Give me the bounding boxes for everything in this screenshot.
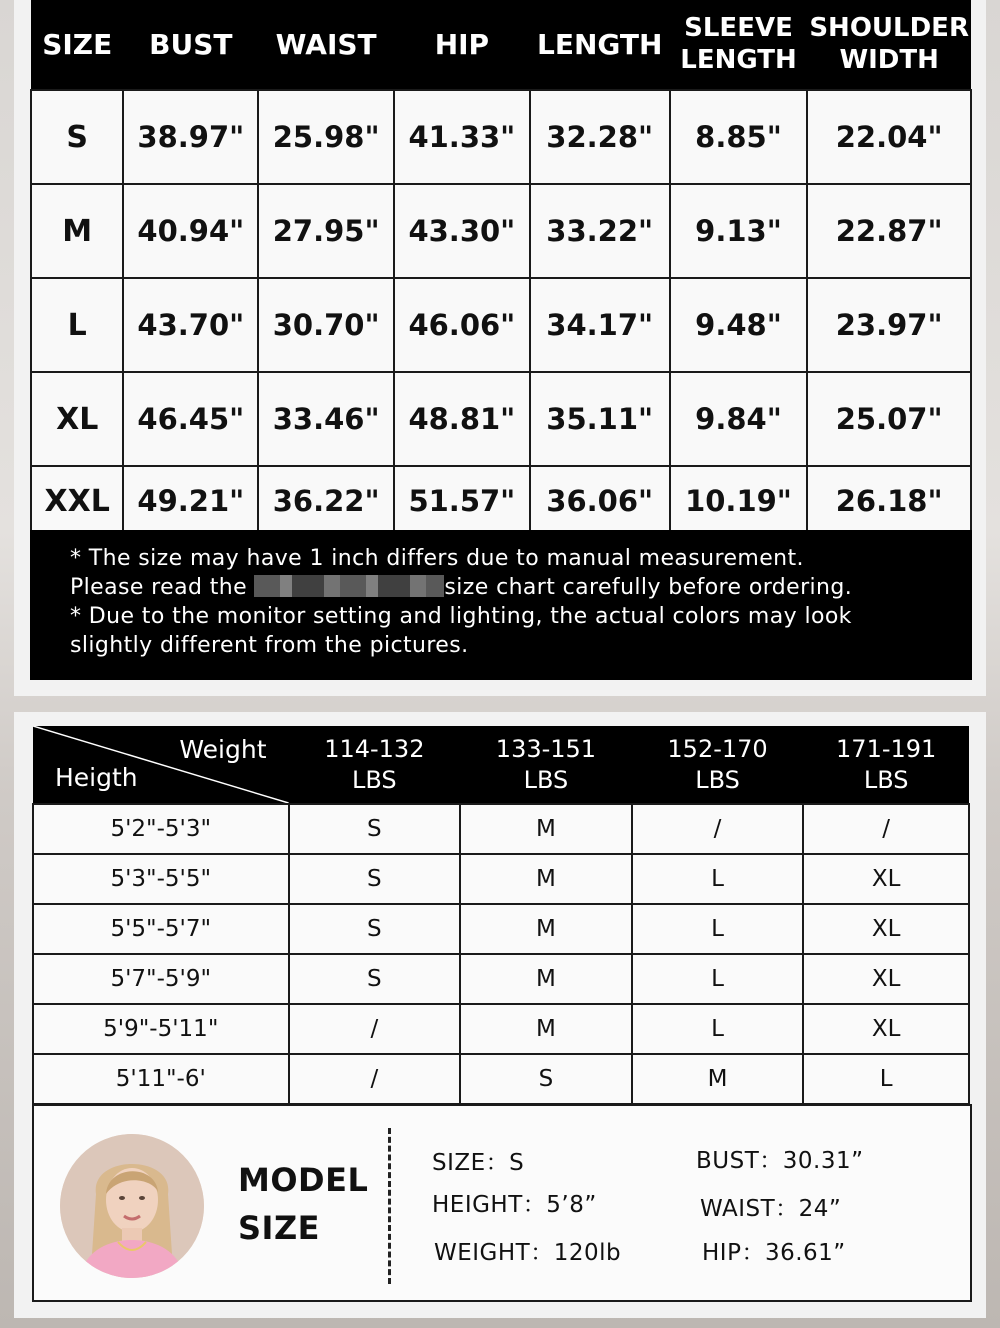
recommended-size: M bbox=[632, 1054, 804, 1104]
height-range: 5'7"-5'9" bbox=[33, 954, 289, 1004]
table-row bbox=[33, 804, 969, 854]
length-value: 32.28" bbox=[530, 90, 670, 184]
length-value: 36.06" bbox=[530, 466, 670, 536]
size-chart-table bbox=[30, 0, 972, 537]
length-value: 34.17" bbox=[530, 278, 670, 372]
sleeve-value: 9.48" bbox=[670, 278, 808, 372]
recommended-size: S bbox=[289, 854, 461, 904]
size-label: XL bbox=[31, 372, 123, 466]
recommended-size: / bbox=[632, 804, 804, 854]
header-bust: BUST bbox=[123, 0, 258, 90]
bust-value: 46.45" bbox=[123, 372, 258, 466]
recommended-size: M bbox=[460, 804, 632, 854]
bust-value: 38.97" bbox=[123, 90, 258, 184]
hip-value: 48.81" bbox=[394, 372, 530, 466]
model-portrait-image bbox=[60, 1134, 204, 1278]
waist-value: 33.46" bbox=[258, 372, 394, 466]
waist-value: 36.22" bbox=[258, 466, 394, 536]
size-label: L bbox=[31, 278, 123, 372]
height-range: 5'2"-5'3" bbox=[33, 804, 289, 854]
sleeve-value: 9.13" bbox=[670, 184, 808, 278]
dashed-divider bbox=[388, 1128, 391, 1284]
shoulder-value: 25.07" bbox=[807, 372, 971, 466]
header-shoulder-width bbox=[807, 0, 971, 90]
table-row bbox=[33, 904, 969, 954]
sleeve-value: 9.84" bbox=[670, 372, 808, 466]
weight-column-header bbox=[460, 726, 632, 804]
recommended-size: M bbox=[460, 954, 632, 1004]
waist-value: 27.95" bbox=[258, 184, 394, 278]
shoulder-value: 22.04" bbox=[807, 90, 971, 184]
model-waist-spec: WAIST：24” bbox=[700, 1196, 842, 1222]
bust-value: 49.21" bbox=[123, 466, 258, 536]
height-range: 5'11"-6' bbox=[33, 1054, 289, 1104]
shoulder-value: 22.87" bbox=[807, 184, 971, 278]
recommended-size: S bbox=[289, 804, 461, 854]
recommended-size: L bbox=[632, 854, 804, 904]
hip-value: 43.30" bbox=[394, 184, 530, 278]
weight-range: 152-170 bbox=[667, 734, 768, 763]
model-size-box bbox=[32, 1104, 972, 1302]
table-row bbox=[33, 954, 969, 1004]
height-weight-table bbox=[32, 726, 970, 1105]
recommended-size: XL bbox=[803, 854, 969, 904]
model-title-line2: SIZE bbox=[238, 1209, 321, 1247]
weight-range: 114-132 bbox=[324, 734, 425, 763]
table-row bbox=[33, 1004, 969, 1054]
fit-chart-panel bbox=[14, 712, 986, 1318]
weight-unit: LBS bbox=[695, 765, 740, 794]
header-sleeve-length bbox=[670, 0, 808, 90]
height-axis-label: Heigth bbox=[55, 763, 138, 792]
recommended-size: M bbox=[460, 1004, 632, 1054]
waist-value: 30.70" bbox=[258, 278, 394, 372]
recommended-size: M bbox=[460, 904, 632, 954]
height-range: 5'5"-5'7" bbox=[33, 904, 289, 954]
size-chart-panel bbox=[14, 0, 986, 696]
recommended-size: L bbox=[632, 1004, 804, 1054]
hip-value: 41.33" bbox=[394, 90, 530, 184]
model-hip-spec: HIP：36.61” bbox=[702, 1240, 846, 1266]
waist-value: 25.98" bbox=[258, 90, 394, 184]
weight-axis-label: Weight bbox=[179, 735, 267, 764]
header-sleeve-line1: SLEEVE bbox=[684, 13, 793, 44]
corner-header bbox=[33, 726, 289, 804]
height-range: 5'9"-5'11" bbox=[33, 1004, 289, 1054]
recommended-size: L bbox=[632, 954, 804, 1004]
recommended-size: / bbox=[289, 1054, 461, 1104]
header-sleeve-line2: LENGTH bbox=[680, 44, 797, 75]
recommended-size: L bbox=[632, 904, 804, 954]
model-height-spec: HEIGHT：5’8” bbox=[432, 1192, 597, 1218]
hip-value: 46.06" bbox=[394, 278, 530, 372]
length-value: 35.11" bbox=[530, 372, 670, 466]
recommended-size: / bbox=[803, 804, 969, 854]
header-shoulder-line2: WIDTH bbox=[839, 44, 939, 75]
recommended-size: L bbox=[803, 1054, 969, 1104]
recommended-size: XL bbox=[803, 954, 969, 1004]
size-chart-header-row bbox=[31, 0, 971, 90]
fit-chart-header-row bbox=[33, 726, 969, 804]
model-weight-spec: WEIGHT：120lb bbox=[434, 1240, 622, 1266]
recommended-size: S bbox=[460, 1054, 632, 1104]
table-row bbox=[31, 184, 971, 278]
recommended-size: M bbox=[460, 854, 632, 904]
header-waist: WAIST bbox=[258, 0, 394, 90]
model-title-line1: MODEL bbox=[238, 1161, 369, 1199]
weight-unit: LBS bbox=[523, 765, 569, 794]
length-value: 33.22" bbox=[530, 184, 670, 278]
recommended-size: XL bbox=[803, 904, 969, 954]
bust-value: 43.70" bbox=[123, 278, 258, 372]
header-hip: HIP bbox=[394, 0, 530, 90]
header-size: SIZE bbox=[31, 0, 123, 90]
table-row bbox=[33, 854, 969, 904]
weight-column-header bbox=[632, 726, 804, 804]
weight-range: 171-191 bbox=[836, 734, 937, 763]
note-line-1: * The size may have 1 inch differs due to manual measurement. bbox=[70, 546, 804, 571]
table-row bbox=[31, 372, 971, 466]
recommended-size: / bbox=[289, 1004, 461, 1054]
bust-value: 40.94" bbox=[123, 184, 258, 278]
hip-value: 51.57" bbox=[394, 466, 530, 536]
table-row bbox=[31, 90, 971, 184]
table-row bbox=[31, 278, 971, 372]
size-notes bbox=[30, 530, 972, 680]
recommended-size: S bbox=[289, 954, 461, 1004]
note-line-3: * Due to the monitor setting and lighting, the actual colors may look bbox=[70, 604, 852, 629]
note-line-2 bbox=[70, 573, 948, 602]
size-label: S bbox=[31, 90, 123, 184]
shoulder-value: 26.18" bbox=[807, 466, 971, 536]
size-label: M bbox=[31, 184, 123, 278]
header-length: LENGTH bbox=[530, 0, 670, 90]
model-size-title bbox=[238, 1156, 368, 1252]
header-shoulder-line1: SHOULDER bbox=[809, 13, 969, 44]
note-line-2-start: Please read the bbox=[70, 575, 255, 600]
weight-unit: LBS bbox=[352, 765, 397, 794]
weight-column-header bbox=[803, 726, 969, 804]
note-line-2-end: size chart carefully before ordering. bbox=[444, 575, 853, 600]
weight-range: 133-151 bbox=[495, 734, 597, 763]
sleeve-value: 10.19" bbox=[670, 466, 808, 536]
table-row bbox=[31, 466, 971, 536]
table-row bbox=[33, 1054, 969, 1104]
note-line-4: slightly different from the pictures. bbox=[70, 633, 469, 658]
size-label: XXL bbox=[31, 466, 123, 536]
shoulder-value: 23.97" bbox=[807, 278, 971, 372]
sleeve-value: 8.85" bbox=[670, 90, 808, 184]
recommended-size: XL bbox=[803, 1004, 969, 1054]
model-avatar bbox=[60, 1134, 204, 1278]
weight-column-header bbox=[289, 726, 461, 804]
model-size-spec: SIZE：S bbox=[432, 1150, 525, 1176]
model-bust-spec: BUST：30.31” bbox=[696, 1148, 864, 1174]
recommended-size: S bbox=[289, 904, 461, 954]
weight-unit: LBS bbox=[863, 765, 909, 794]
redacted-brand-block bbox=[254, 575, 444, 597]
height-range: 5'3"-5'5" bbox=[33, 854, 289, 904]
